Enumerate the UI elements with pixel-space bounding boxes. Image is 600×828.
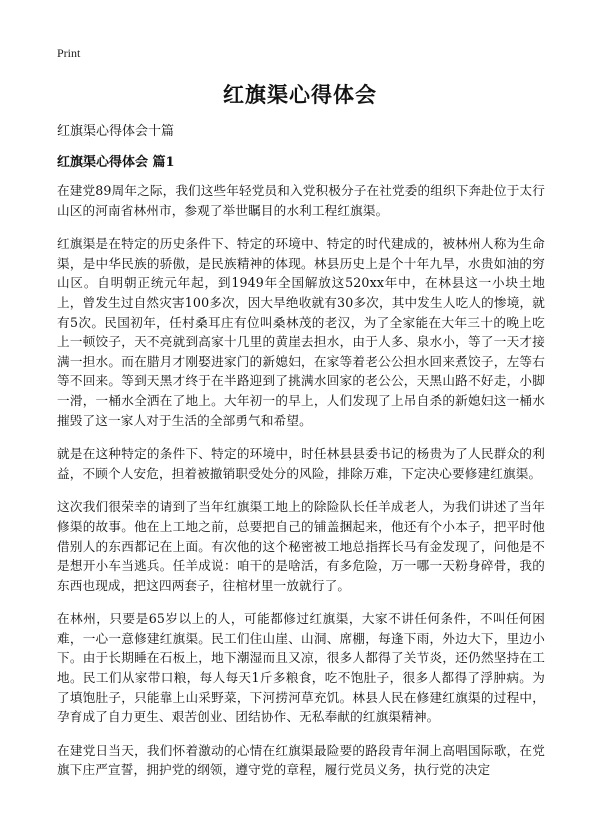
page-title: 红旗渠心得体会	[223, 82, 377, 107]
document-subtitle: 红旗渠心得体会十篇	[57, 124, 175, 139]
paragraph: 在林州，只要是65岁以上的人，可能都修过红旗渠，大家不讲任何条件，不叫任何困难，一心一意修建红旗渠。民工们住山崖、山洞、席棚，每逢下雨，外边大下，里边小下。由于长期睡在石板上，地下潮湿而且又凉，很多人都得了关节炎，还仍然坚持在工地。民工们从家带口粮，每人每天1斤多粮食，吃不饱肚子，很多人都得了浮肿病。为了填饱肚子，只能靠上山采野菜，下河捞河草充饥。林县人民在修建红旗渠的过程中，孕育成了自力更生、艰苦创业、团结协作、无私奉献的红旗渠精神。	[57, 611, 545, 725]
paragraph: 红旗渠是在特定的历史条件下、特定的环境中、特定的时代建成的，被林州人称为生命渠，是中华民族的骄傲，是民族精神的体现。林县历史上是个十年九旱，水贵如油的穷山区。自明朝正统元年起，到1949年全国解放这520xx年中，在林县这一小块土地上，曾发生过自然灾害100多次，因大旱绝收就有30多次，其中发生人吃人的惨境，就有5次。民国初年，任村桑耳庄有位叫桑林茂的老汉，为了全家能在大年三十的晚上吃上一顿饺子，天不亮就到高家十几里的黄崖去担水，由于人多、泉水小，等了一天才接满一担水。而在腊月才刚娶进家门的新媳妇，在家等着老公公担水回来煮饺子，左等右等不回来。等到天黑才终于在半路迎到了挑满水回家的老公公，天黑山路不好走，小脚一滑，一桶水全洒在了地上。大年初一的早上，人们发现了上吊自杀的新媳妇这一桶水摧毁了这一家人对于生活的全部勇气和希望。	[57, 236, 545, 428]
print-link[interactable]: Print	[57, 46, 81, 60]
article-body	[57, 181, 545, 794]
paragraph: 在建党89周年之际，我们这些年轻党员和入党积极分子在社党委的组织下奔赴位于太行山区的河南省林州市，参观了举世瞩目的水利工程红旗渠。	[57, 183, 545, 218]
paragraph: 在建党日当天，我们怀着激动的心情在红旗渠最险要的路段青年洞上高唱国际歌，在党旗下庄严宣誓，拥护党的纲领，遵守党的章程，履行党员义务，执行党的决定	[57, 742, 545, 778]
paragraph: 就是在这种特定的条件下、特定的环境中，时任林县县委书记的杨贵为了人民群众的利益，不顾个人安危，担着被撤销职受处分的风险，排除万难，下定决心要修建红旗渠。	[57, 446, 545, 481]
section-heading: 红旗渠心得体会 篇1	[57, 155, 175, 170]
paragraph: 这次我们很荣幸的请到了当年红旗渠工地上的除险队长任羊成老人，为我们讲述了当年修渠的故事。他在上工地之前，总要把自己的铺盖捆起来，他还有个小本子，把平时他借别人的东西都记在上面。有次他的这个秘密被工地总指挥长马有金发现了，问他是不是想开小车当逃兵。任羊成说：咱干的是啥活，有多危险，万一哪一天粉身碎骨，我的东西也现成，把这四两套子，往棺材里一放就行了。	[57, 499, 545, 593]
